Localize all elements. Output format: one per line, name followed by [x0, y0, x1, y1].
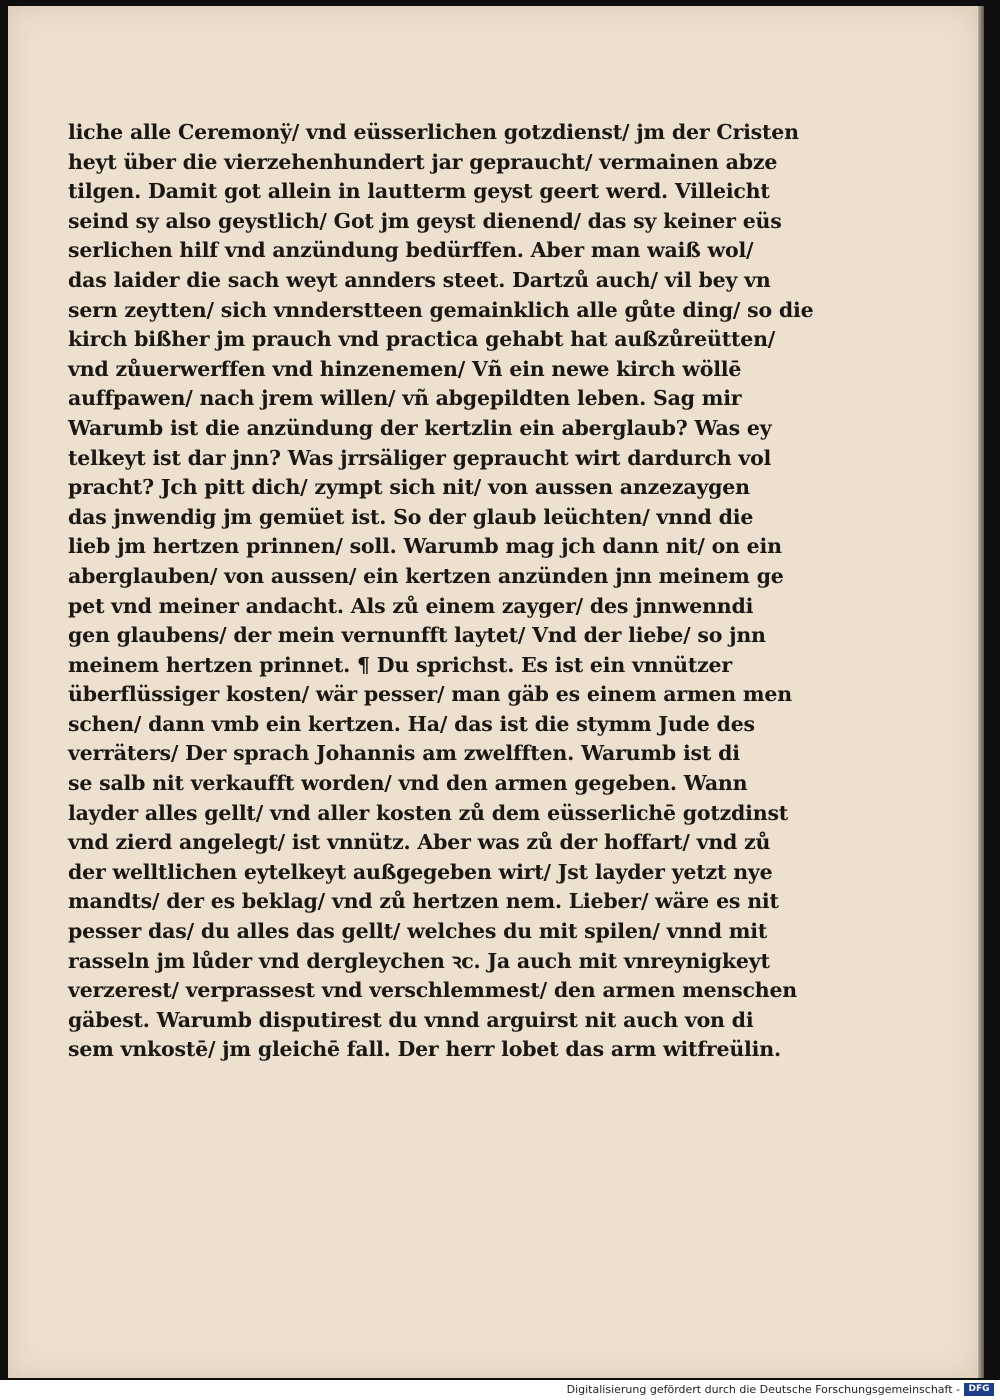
text-line: gäbest. Warumb disputirest du vnnd arguirst nit auch von di — [68, 1007, 754, 1032]
text-line: pesser das/ du alles das gellt/ welches du mit spilen/ vnnd mit — [68, 919, 768, 944]
footer-bar — [0, 1380, 1000, 1400]
text-line: tilgen. Damit got allein in lautterm geyst geert werd. Villeicht — [68, 179, 770, 204]
text-line: gen glaubens/ der mein vernunfft laytet/ Vnd der liebe/ so jnn — [68, 623, 766, 648]
text-line: meinem hertzen prinnet. ¶ Du sprichst. Es ist ein vnnützer — [68, 652, 732, 677]
text-line: vnd zůuerwerffen vnd hinzenemen/ Vñ ein newe kirch wöllē — [68, 356, 742, 381]
text-line: verräters/ Der sprach Johannis am zwelfften. Warumb ist di — [68, 741, 740, 766]
text-line: sem vnkostē/ jm gleichē fall. Der herr lobet das arm witfreülin. — [68, 1037, 781, 1062]
text-line: das jnwendig jm gemüet ist. So der glaub leüchten/ vnnd die — [68, 504, 754, 529]
text-line: das laider die sach weyt annders steet. Dartzů auch/ vil bey vn — [68, 267, 771, 292]
text-line: layder alles gellt/ vnd aller kosten zů dem eüsserlichē gotzdinst — [68, 800, 789, 825]
text-line: der welltlichen eytelkeyt außgegeben wirt/ Jst layder yetzt nye — [68, 859, 773, 884]
text-line: mandts/ der es beklag/ vnd zů hertzen nem. Lieber/ wäre es nit — [68, 889, 779, 914]
text-line: pracht? Jch pitt dich/ zympt sich nit/ von aussen anzezaygen — [68, 475, 750, 500]
text-line: sern zeytten/ sich vnnderstteen gemainklich alle gůte ding/ so die — [68, 297, 814, 322]
text-line: überflüssiger kosten/ wär pesser/ man gäb es einem armen men — [68, 682, 792, 707]
text-line: serlichen hilf vnd anzündung bedürffen. Aber man waiß wol/ — [68, 238, 754, 263]
text-line: verzerest/ verprassest vnd verschlemmest/ den armen menschen — [68, 978, 798, 1003]
footer-credit: Digitalisierung gefördert durch die Deutsche Forschungsgemeinschaft - — [566, 1383, 960, 1396]
text-line: vnd zierd angelegt/ ist vnnütz. Aber was zů der hoffart/ vnd zů — [68, 830, 771, 855]
text-line: kirch bißher jm prauch vnd practica gehabt hat außzůreütten/ — [68, 327, 776, 352]
text-line: pet vnd meiner andacht. Als zů einem zayger/ des jnnwenndi — [68, 593, 754, 618]
text-line: liche alle Ceremonÿ/ vnd eüsserlichen gotzdienst/ jm der Cristen — [68, 120, 799, 144]
text-line: auffpawen/ nach jrem willen/ vñ abgepildten leben. Sag mir — [68, 386, 742, 411]
text-line: se salb nit verkaufft worden/ vnd den armen gegeben. Wann — [68, 771, 748, 796]
text-line: lieb jm hertzen prinnen/ soll. Warumb mag jch dann nit/ on ein — [68, 534, 782, 559]
text-line: telkeyt ist dar jnn? Was jrrsäliger gepraucht wirt dardurch vol — [68, 445, 772, 470]
text-line: rasseln jm lůder vnd dergleychen ꝛc. Ja auch mit vnreynigkeyt — [68, 948, 770, 973]
text-line: aberglauben/ von aussen/ ein kertzen anzünden jnn meinem ge — [68, 563, 784, 588]
text-line: seind sy also geystlich/ Got jm geyst dienend/ das sy keiner eüs — [68, 208, 782, 233]
text-line: heyt über die vierzehenhundert jar gepraucht/ vermainen abze — [68, 149, 778, 174]
body-text — [68, 118, 814, 1065]
text-line: Warumb ist die anzündung der kertzlin ein aberglaub? Was ey — [68, 415, 772, 440]
dfg-logo: DFG — [964, 1383, 994, 1396]
text-line: schen/ dann vmb ein kertzen. Ha/ das ist die stymm Jude des — [68, 711, 755, 736]
page-edge — [978, 6, 984, 1378]
